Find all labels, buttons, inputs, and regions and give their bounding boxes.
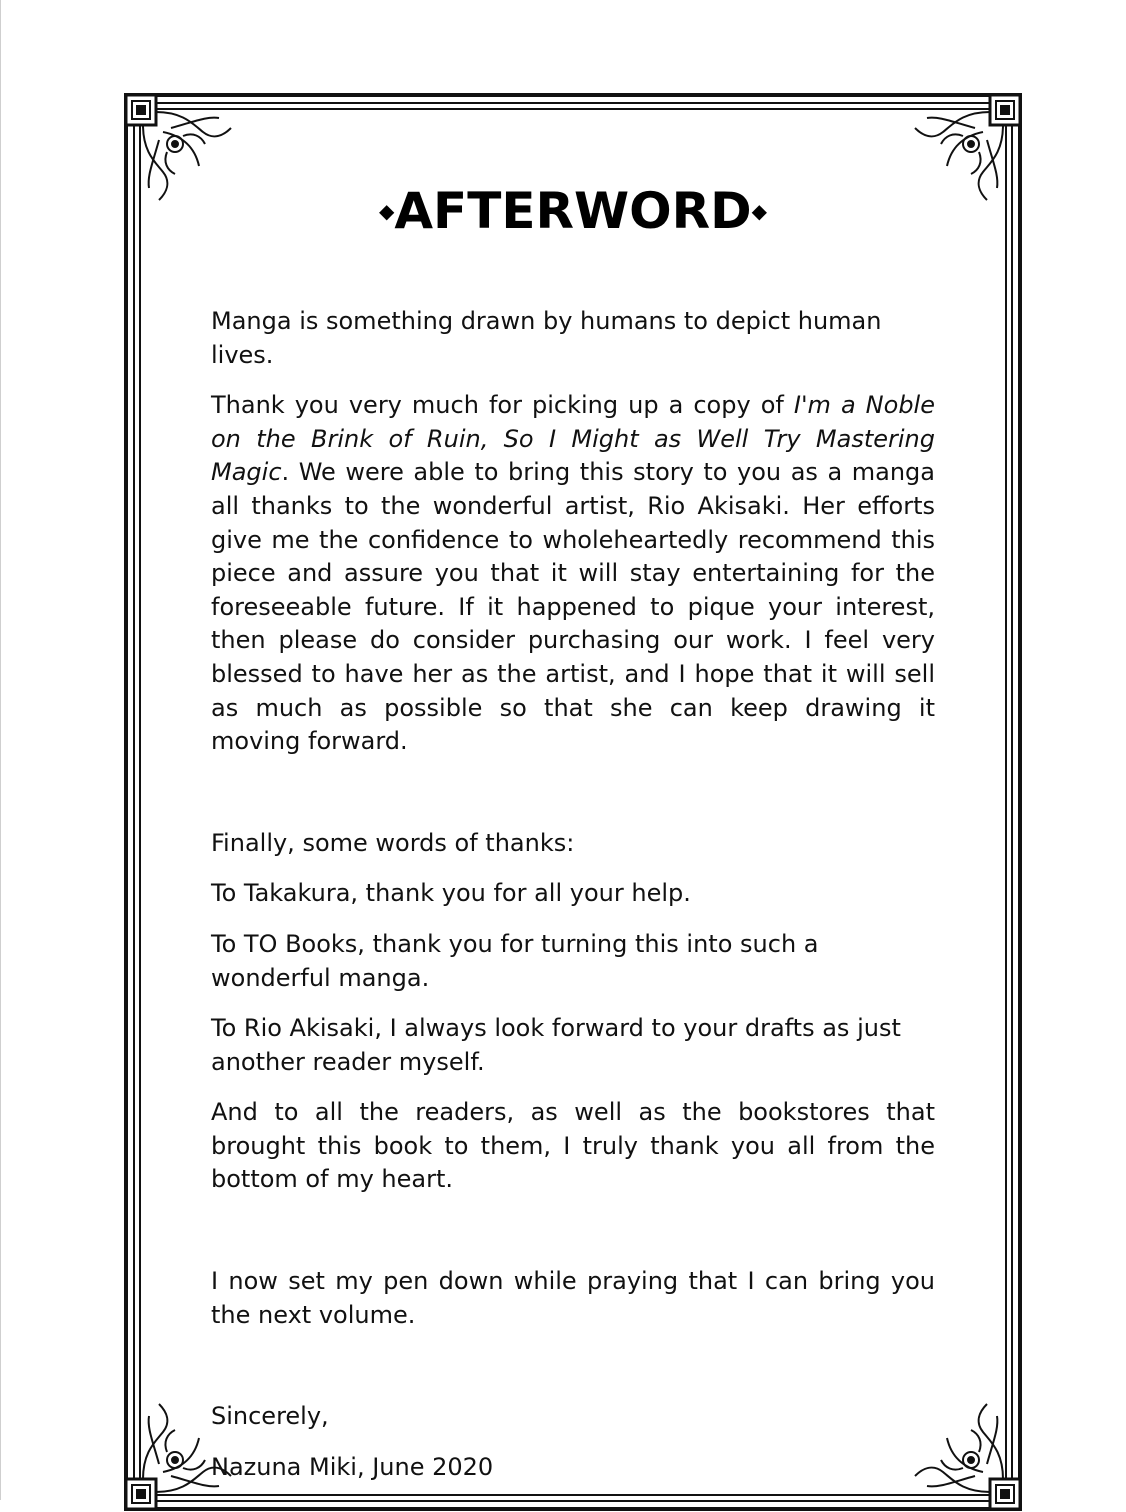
page-title — [123, 182, 1023, 240]
paragraph-thanks-takakura: To Takakura, thank you for all your help. — [211, 879, 691, 908]
title-ornament-right: ◆ — [751, 198, 768, 223]
paragraph-thanks-text-b: . We were able to bring this story to you as a manga all thanks to the wonderful artist, Rio Akisaki. Her efforts give me the confidence to wholeheartedly recommend this piece and assure you that it will stay entertaining for the foreseeable future. If it happened to pique your interest, then please do consider purchasing our work. I feel very blessed to have her as the artist, and I hope that it will sell as much as possible so that she can keep drawing it moving forward. — [211, 458, 935, 756]
paragraph-thanks-publisher: To TO Books, thank you for turning this into such a wonderful manga. — [211, 929, 819, 992]
title-text: AFTERWORD — [394, 182, 752, 240]
paragraph-thanks-intro: Finally, some words of thanks: — [211, 828, 575, 857]
author-signature: Nazuna Miki, June 2020 — [211, 1452, 494, 1481]
page-left-edge — [0, 0, 1, 1500]
paragraph-thanks-text-a: Thank you very much for picking up a copy of — [211, 391, 794, 420]
paragraph-opening: Manga is something drawn by humans to depict human lives. — [211, 307, 882, 369]
afterword-body — [211, 305, 935, 1484]
paragraph-thanks-artist: To Rio Akisaki, I always look forward to your drafts as just another reader myself. — [211, 1014, 901, 1076]
book-title: I'm a Noble on the Brink of Ruin, So I Might as Well Try Mastering Magic — [211, 391, 935, 487]
paragraph-closing-note: I now set my pen down while praying that I can bring you the next volume. — [211, 1267, 935, 1329]
title-ornament-left: ◆ — [378, 198, 395, 223]
paragraph-thanks-all-readers: And to all the readers, as well as the bookstores that brought this book to them, I truly thank you all from the bottom of my heart. — [211, 1098, 935, 1194]
closing-salutation: Sincerely, — [211, 1402, 329, 1431]
paragraph-thanks-readers — [211, 389, 935, 759]
